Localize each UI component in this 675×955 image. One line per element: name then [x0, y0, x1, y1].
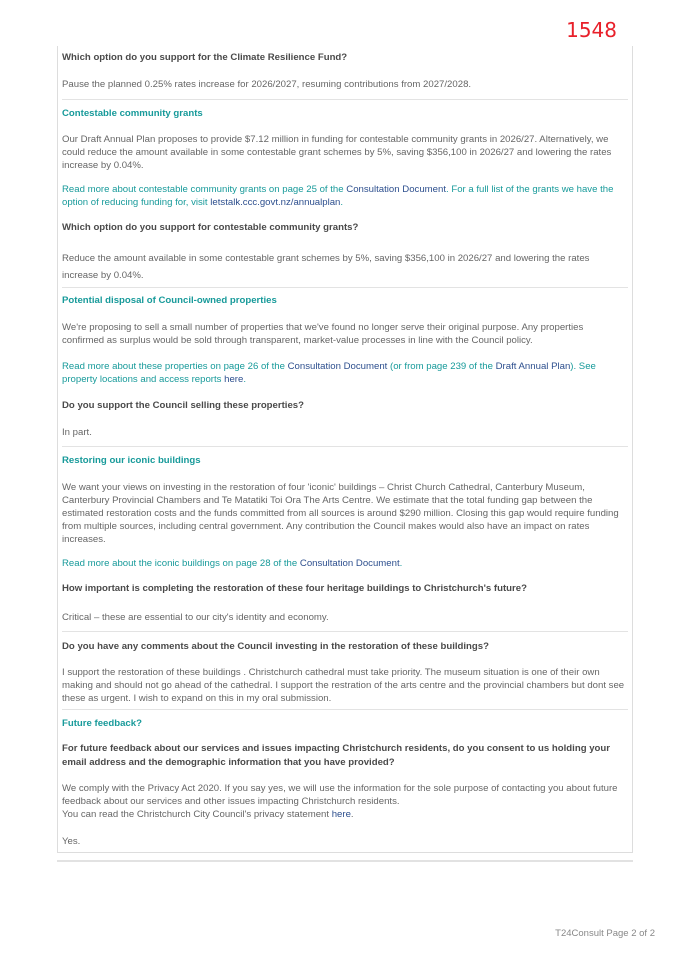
climate-answer: Pause the planned 0.25% rates increase for 2026/2027, resuming contributions from 2027/2028.: [62, 79, 472, 90]
divider: [62, 287, 628, 288]
text: .: [340, 197, 344, 208]
properties-body: We're proposing to sell a small number of properties that we've found no longer serve their original purpose. Any properties confirmed as surplus would be sold through transparent, market-value processes in line with the Council policy.: [62, 322, 584, 346]
property-reports-link[interactable]: here: [224, 374, 244, 385]
buildings-question: How important is completing the restoration of these four heritage buildings to Christchurch's future?: [62, 583, 527, 594]
buildings-comment-question: Do you have any comments about the Council investing in the restoration of these buildings?: [62, 641, 489, 652]
text: Read more about contestable community grants on page 25 of the: [62, 184, 347, 195]
properties-read-more: [62, 360, 628, 386]
text: .: [243, 374, 246, 385]
buildings-comment-answer: I support the restoration of these buildings . Christchurch cathedral must take priority. The museum situation is one of their own making and should not go ahead of the cathedral. I support the restration of the arts centre and the provincial chambers but dont see these as urgent. I wish to expand on this in my oral submission.: [62, 667, 625, 704]
grants-heading: Contestable community grants: [62, 108, 203, 119]
divider: [62, 99, 628, 100]
draft-annual-plan-link[interactable]: Draft Annual Plan: [495, 361, 571, 372]
grants-answer: Reduce the amount available in some contestable grant schemes by 5%, saving $356,100 in 2026/27 and lowering the rates increase by 0.04%.: [62, 253, 590, 281]
text: .: [350, 809, 354, 820]
text: You can read the Christchurch City Council's privacy statement: [62, 809, 332, 820]
text: ). See property locations and access reports: [62, 361, 596, 385]
divider: [62, 631, 628, 632]
buildings-answer: Critical – these are essential to our city's identity and economy.: [62, 612, 329, 623]
feedback-body: We comply with the Privacy Act 2020. If you say yes, we will use the information for the sole purpose of contacting you about future feedback about our services and other issues impacting Christchurch residents.: [62, 783, 618, 807]
page-footer: T24Consult Page 2 of 2: [555, 928, 655, 939]
container-bottom-rule: [57, 860, 633, 862]
letstalk-link[interactable]: letstalk.ccc.govt.nz/annualplan: [210, 197, 341, 208]
privacy-statement-link[interactable]: here: [331, 809, 351, 820]
page-stamp-number: 1548: [566, 18, 617, 42]
feedback-heading: Future feedback?: [62, 718, 142, 729]
text: Read more about the iconic buildings on page 28 of the: [62, 558, 300, 569]
text: .: [399, 558, 403, 569]
properties-heading: Potential disposal of Council-owned properties: [62, 295, 277, 306]
text: Read more about these properties on page 26 of the: [62, 361, 288, 372]
grants-body: Our Draft Annual Plan proposes to provide $7.12 million in funding for contestable community grants in 2026/27. Alternatively, we could reduce the amount available in some contestable grant schemes by 5%, saving $356,100 in 2026/27 and lowering the rates increase by 0.04%.: [62, 134, 612, 171]
climate-question: Which option do you support for the Climate Resilience Fund?: [62, 52, 348, 63]
buildings-body: We want your views on investing in the restoration of four 'iconic' buildings – Christ Church Cathedral, Canterbury Museum, Canterbury Provincial Chambers and Te Matatiki Toi Ora The Arts Centre. We estimate that the total funding gap between the estimated restoration costs and the funds committed from all sources is around $290 million. Closing this gap would require funding from multiple sources, including central government. Any contribution the Council makes would also have an impact on rates increases.: [62, 482, 619, 545]
grants-read-more: [62, 183, 628, 209]
feedback-question: For future feedback about our services and issues impacting Christchurch residents, do you consent to us holding your email address and the demographic information that you have provided?: [62, 743, 611, 768]
text: (or from page 239 of the: [387, 361, 496, 372]
consultation-document-link[interactable]: Consultation Document: [299, 558, 400, 569]
buildings-read-more: [62, 557, 628, 570]
divider: [62, 446, 628, 447]
grants-question: Which option do you support for contestable community grants?: [62, 222, 359, 233]
consultation-document-link[interactable]: Consultation Document: [287, 361, 388, 372]
buildings-heading: Restoring our iconic buildings: [62, 455, 201, 466]
consultation-document-link[interactable]: Consultation Document: [346, 184, 446, 195]
divider: [62, 709, 628, 710]
feedback-answer: Yes.: [62, 836, 81, 847]
properties-question: Do you support the Council selling these properties?: [62, 400, 304, 411]
privacy-statement: [62, 808, 628, 821]
text: . For a full list of the grants we have the option of reducing funding for, visit: [62, 184, 614, 208]
properties-answer: In part.: [62, 427, 92, 438]
